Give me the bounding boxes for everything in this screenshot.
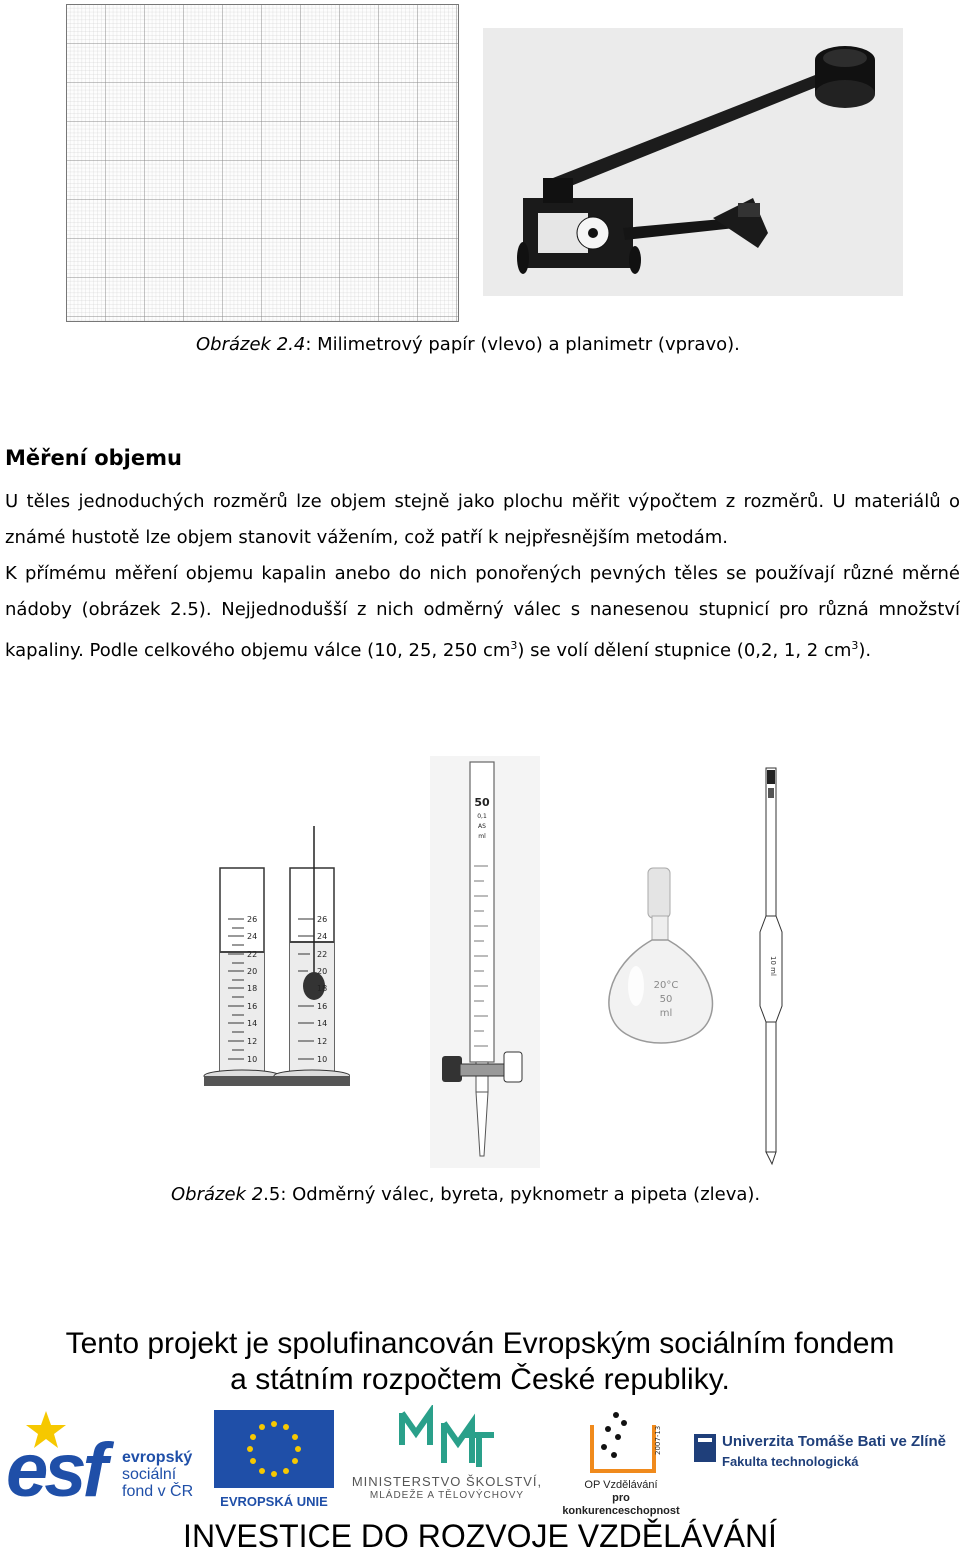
svg-text:50: 50 (659, 994, 673, 1005)
svg-text:22: 22 (247, 950, 258, 959)
paragraph-2: K přímému měření objemu kapalin anebo do nich ponořených pevných těles se používají různé měrné nádoby (obrázek 2.5). Nejjednodušší z nich odměrný válec s nanesenou stupnicí pro různá množství kapaliny. Podle celkového objemu válce (10, 25, 250 $cm^3$) se volí dělení stupnice (0,2, 1, 2 $cm^3$). (5, 563, 960, 661)
section-heading: Měření objemu (5, 446, 182, 470)
eu-logo (214, 1410, 334, 1509)
msmt-mark-icon (344, 1405, 550, 1471)
svg-text:16: 16 (247, 1002, 258, 1011)
millimeter-paper-image (66, 4, 459, 322)
utb-mark-icon (694, 1434, 716, 1462)
esf-text: evropský sociální fond v ČR (122, 1449, 194, 1500)
svg-text:12: 12 (247, 1037, 258, 1046)
banner-line-1: Tento projekt je spolufinancován Evropským sociálním fondem (65, 1327, 895, 1360)
svg-text:18: 18 (317, 984, 328, 993)
svg-text:16: 16 (317, 1002, 328, 1011)
op-text: OP Vzdělávání pro konkurenceschopnost (562, 1479, 680, 1517)
measuring-cylinders-image (190, 826, 350, 1098)
svg-text:AS: AS (478, 823, 486, 830)
paragraph-block (5, 484, 960, 669)
pycnometer-image (596, 866, 724, 1044)
msmt-text: MINISTERSTVO ŠKOLSTVÍ, MLÁDEŽE A TĚLOVÝCHOVY (351, 1474, 543, 1501)
investice-slogan: INVESTICE DO ROZVOJE VZDĚLÁVÁNÍ (183, 1518, 777, 1554)
figure-caption-2 (171, 1184, 760, 1205)
op-mark-icon (556, 1405, 686, 1475)
svg-text:10: 10 (317, 1055, 328, 1064)
utb-text: Univerzita Tomáše Bati ve Zlíně Fakulta technologická (722, 1433, 946, 1469)
svg-text:20°C: 20°C (653, 980, 679, 991)
op-logo (556, 1405, 686, 1517)
svg-text:14: 14 (317, 1019, 328, 1028)
esf-logo (6, 1405, 206, 1513)
svg-text:26: 26 (247, 915, 258, 924)
caption-label: Obrázek 2.4 (196, 334, 306, 355)
svg-text:20: 20 (317, 967, 328, 976)
svg-text:ml: ml (478, 833, 486, 840)
svg-text:22: 22 (317, 950, 328, 959)
pipette-image (752, 766, 792, 1166)
svg-text:20: 20 (247, 967, 258, 976)
utb-logo (694, 1432, 958, 1482)
svg-text:10: 10 (247, 1055, 258, 1064)
svg-text:18: 18 (247, 984, 258, 993)
svg-text:24: 24 (317, 932, 328, 941)
burette-image (430, 756, 540, 1168)
svg-text:50: 50 (474, 796, 490, 809)
msmt-logo (344, 1405, 550, 1505)
svg-text:14: 14 (247, 1019, 258, 1028)
svg-text:2007-13: 2007-13 (654, 1425, 662, 1455)
caption-text: : Milimetrový papír (vlevo) a planimetr (vpravo). (305, 334, 740, 355)
svg-text:ml: ml (659, 1008, 673, 1019)
figure-caption (196, 334, 740, 355)
svg-text:0,1: 0,1 (477, 813, 487, 820)
caption-text-2: .5: Odměrný válec, byreta, pyknometr a pipeta (zleva). (263, 1184, 761, 1205)
svg-text:10 ml: 10 ml (769, 956, 777, 976)
svg-text:12: 12 (317, 1037, 328, 1046)
eu-label: EVROPSKÁ UNIE (220, 1494, 328, 1509)
eu-flag-icon (214, 1410, 334, 1488)
paragraph-1: U těles jednoduchých rozměrů lze objem stejně jako plochu měřit výpočtem z rozměrů. U materiálů o známé hustotě lze objem stanovit vážením, což patří k nejpřesnějším metodám. (5, 491, 960, 548)
svg-text:26: 26 (317, 915, 328, 924)
esf-letters: esf (6, 1428, 104, 1513)
svg-text:24: 24 (247, 932, 258, 941)
banner-line-2: a státním rozpočtem České republiky. (230, 1363, 730, 1396)
planimeter-image (483, 28, 903, 296)
caption-label-2: Obrázek 2 (171, 1184, 264, 1205)
